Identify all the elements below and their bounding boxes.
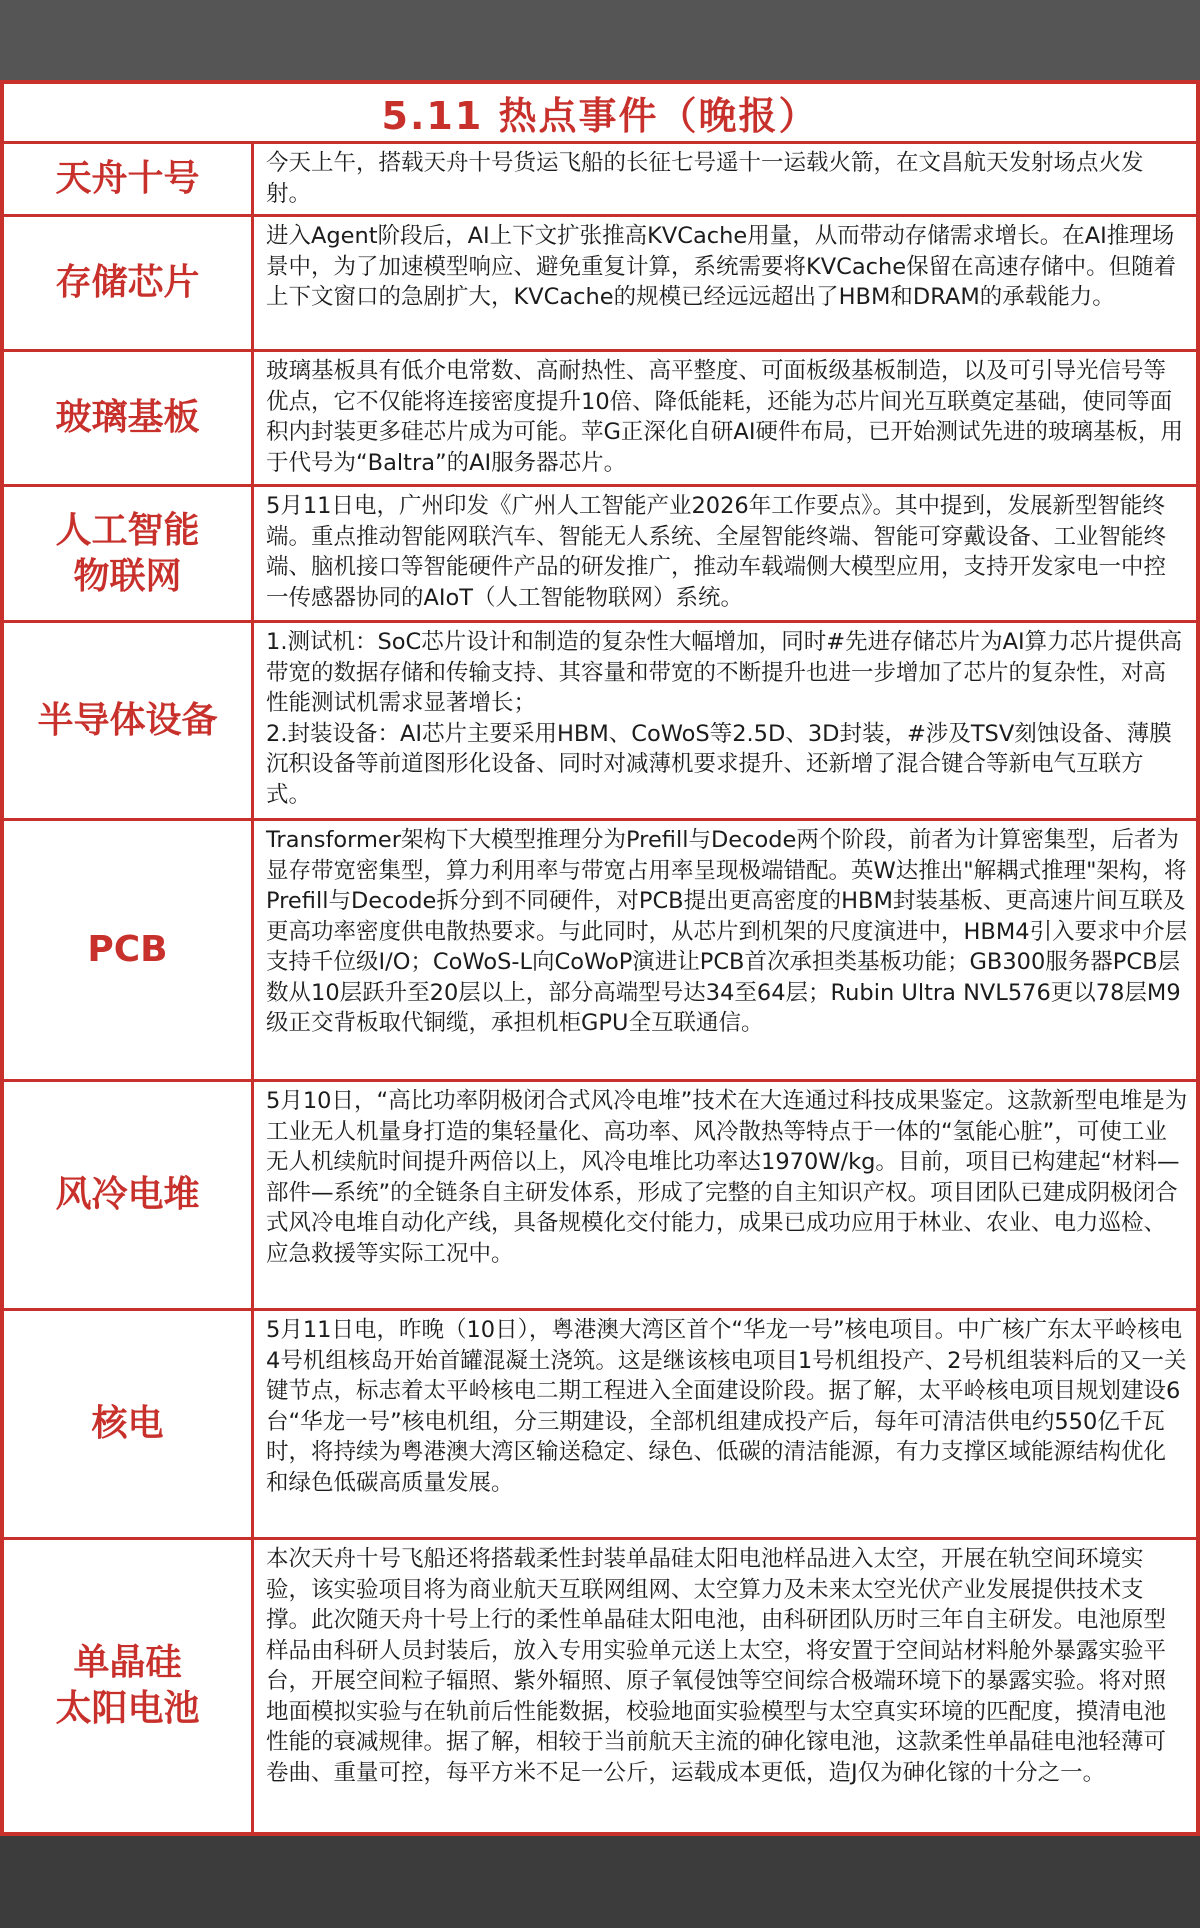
row-content: 今天上午，搭载天舟十号货运飞船的长征七号遥十一运载火箭，在文昌航天发射场点火发射。 bbox=[266, 150, 1144, 207]
row-content: 1.测试机：SoC芯片设计和制造的复杂性大幅增加，同时#先进存储芯片为AI算力芯片提供高带宽的数据存储和传输支持、其容量和带宽的不断提升也进一步增加了芯片的复杂性，对高性能测试机需求显著增长； 2.封装设备：AI芯片主要采用HBM、CoWoS等2.5D、3D封装，#涉及TSV刻蚀设备、薄膜沉积设备等前道图形化设备、同时对减薄机要求提升、还新增了混合键合等新电气互联方式。 bbox=[266, 629, 1183, 808]
row-content: 5月10日，“高比功率阴极闭合式风冷电堆”技术在大连通过科技成果鉴定。这款新型电堆是为工业无人机量身打造的集轻量化、高功率、风冷散热等特点于一体的“氢能心脏”，可使工业无人机续航时间提升两倍以上，风冷电堆比功率达1970W/kg。目前，项目已构建起“材料—部件—系统”的全链条自主研发体系，形成了完整的自主知识产权。项目团队已建成阴极闭合式风冷电堆自动化产线，具备规模化交付能力，成果已成功应用于林业、农业、电力巡检、应急救援等实际工况中。 bbox=[266, 1088, 1188, 1267]
row-content: Transformer架构下大模型推理分为Prefill与Decode两个阶段，前者为计算密集型，后者为显存带宽密集型，算力利用率与带宽占用率呈现极端错配。英W达推出"解耦式推理"架构，将Prefill与Decode拆分到不同硬件，对PCB提出更高密度的HBM封装基板、更高速片间互联及更高功率密度供电散热要求。与此同时，从芯片到机架的尺度演进中，HBM4引入要求中介层支持千位级I/O；CoWoS-L向CoWoP演进让PCB首次承担类基板功能；GB300服务器PCB层数从10层跃升至20层以上，部分高端型号达34至64层；Rubin Ultra NVL576更以78层M9级正交背板取代铜缆，承担机柜GPU全互联通信。 bbox=[266, 827, 1188, 1036]
row-label: 天舟十号 bbox=[4, 144, 254, 214]
row-label: 风冷电堆 bbox=[4, 1082, 254, 1308]
row-content: 进入Agent阶段后，AI上下文扩张推高KVCache用量，从而带动存储需求增长。在AI推理场景中，为了加速模型响应、避免重复计算，系统需要将KVCache保留在高速存储中。但随着上下文窗口的急剧扩大，KVCache的规模已经远远超出了HBM和DRAM的承载能力。 bbox=[266, 223, 1177, 310]
table-row bbox=[4, 1082, 1196, 1311]
hot-events-sheet bbox=[0, 80, 1200, 1836]
table-row bbox=[4, 352, 1196, 487]
row-content: 本次天舟十号飞船还将搭载柔性封装单晶硅太阳电池样品进入太空，开展在轨空间环境实验，该实验项目将为商业航天互联网组网、太空算力及未来太空光伏产业发展提供技术支撑。此次随天舟十号上行的柔性单晶硅太阳电池，由科研团队历时三年自主研发。电池原型样品由科研人员封装后，放入专用实验单元送上太空，将安置于空间站材料舱外暴露实验平台，开展空间粒子辐照、紫外辐照、原子氧侵蚀等空间综合极端环境下的暴露实验。将对照地面模拟实验与在轨前后性能数据，校验地面实验模型与太空真实环境的匹配度，摸清电池性能的衰减规律。据了解，相较于当前航天主流的砷化镓电池，这款柔性单晶硅电池轻薄可卷曲、重量可控，每平方米不足一公斤，运载成本更低，造J仅为砷化镓的十分之一。 bbox=[266, 1546, 1167, 1786]
row-label: PCB bbox=[4, 821, 254, 1079]
row-content: 玻璃基板具有低介电常数、高耐热性、高平整度、可面板级基板制造，以及可引导光信号等优点，它不仅能将连接密度提升10倍、降低能耗，还能为芯片间光互联奠定基础，使同等面积内封装更多硅芯片成为可能。苹G正深化自研AI硬件布局，已开始测试先进的玻璃基板，用于代号为“Baltra”的AI服务器芯片。 bbox=[266, 358, 1183, 476]
table-row bbox=[4, 1311, 1196, 1540]
row-label: 存储芯片 bbox=[4, 217, 254, 349]
row-label: 半导体设备 bbox=[4, 623, 254, 818]
table-row bbox=[4, 623, 1196, 821]
row-label: 核电 bbox=[4, 1311, 254, 1537]
bottom-bar bbox=[0, 1836, 1200, 1928]
row-label: 人工智能 物联网 bbox=[4, 487, 254, 620]
top-bar bbox=[0, 0, 1200, 80]
table-row bbox=[4, 487, 1196, 623]
page-title: 5.11 热点事件（晚报） bbox=[381, 94, 819, 138]
table-row bbox=[4, 144, 1196, 217]
row-content: 5月11日电，昨晚（10日），粤港澳大湾区首个“华龙一号”核电项目。中广核广东太平岭核电4号机组核岛开始首罐混凝土浇筑。这是继该核电项目1号机组投产、2号机组装料后的又一关键节点，标志着太平岭核电二期工程进入全面建设阶段。据了解，太平岭核电项目规划建设6台“华龙一号”核电机组，分三期建设，全部机组建成投产后，每年可清洁供电约550亿千瓦时，将持续为粤港澳大湾区输送稳定、绿色、低碳的清洁能源，有力支撑区域能源结构优化和绿色低碳高质量发展。 bbox=[266, 1317, 1187, 1496]
row-content: 5月11日电，广州印发《广州人工智能产业2026年工作要点》。其中提到，发展新型智能终端。重点推动智能网联汽车、智能无人系统、全屋智能终端、智能可穿戴设备、工业智能终端、脑机接口等智能硬件产品的研发推广，推动车载端侧大模型应用，支持开发家电一中控一传感器协同的AIoT（人工智能物联网）系统。 bbox=[266, 493, 1167, 611]
table-row bbox=[4, 217, 1196, 352]
row-label: 玻璃基板 bbox=[4, 352, 254, 484]
title-row bbox=[4, 84, 1196, 144]
table-row bbox=[4, 821, 1196, 1082]
table-row bbox=[4, 1540, 1196, 1832]
row-label: 单晶硅 太阳电池 bbox=[4, 1540, 254, 1832]
